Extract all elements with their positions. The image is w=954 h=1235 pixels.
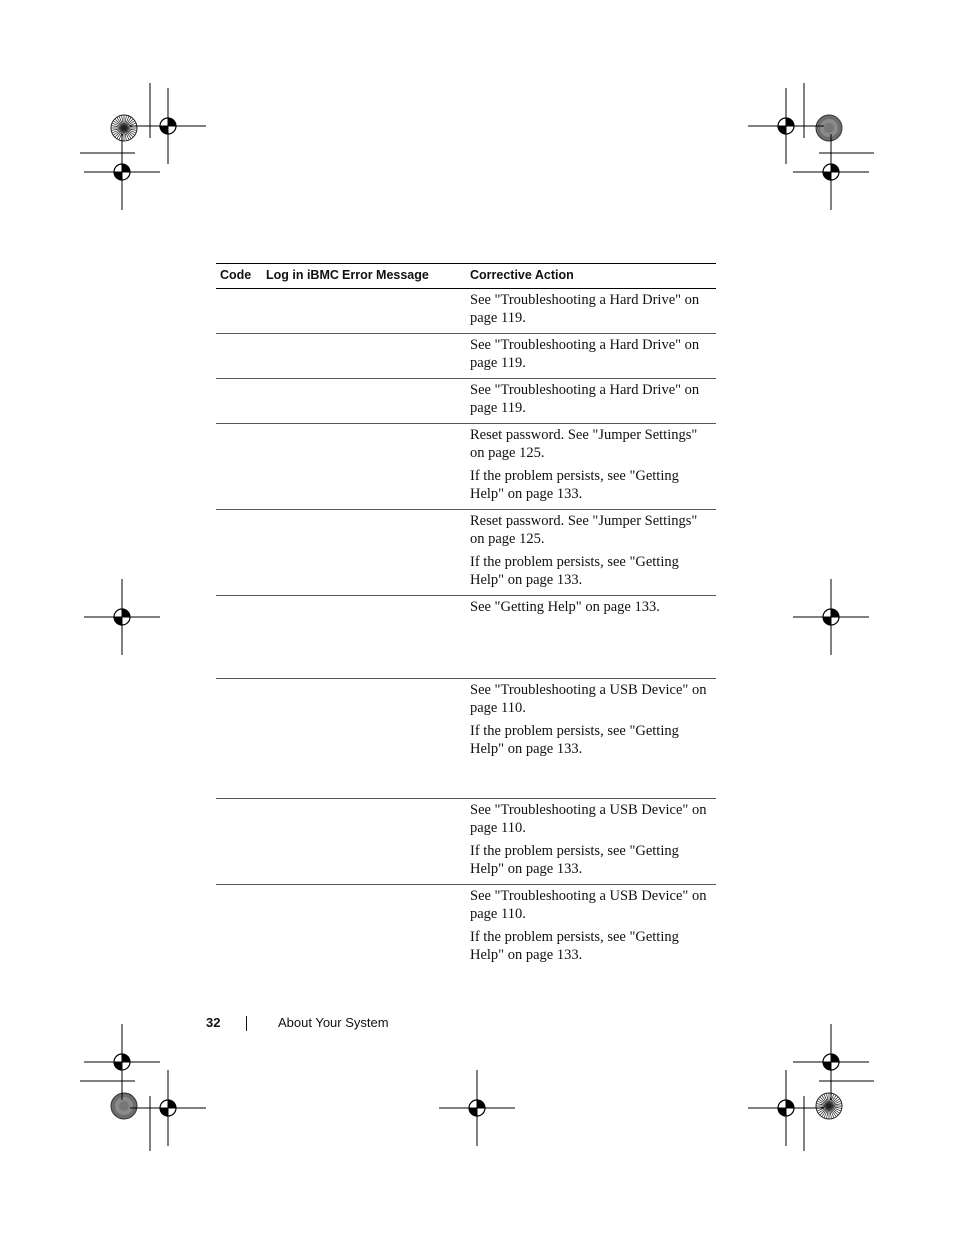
corrective-action-cell xyxy=(466,289,716,334)
table-row xyxy=(216,799,716,885)
log-in-ibmc-cell xyxy=(262,596,338,679)
log-in-ibmc-cell xyxy=(262,799,338,885)
corrective-action-text: See "Troubleshooting a USB Device" on page 110. xyxy=(470,802,707,836)
error-message-cell xyxy=(338,799,466,885)
corrective-action-text: See "Troubleshooting a Hard Drive" on page 119. xyxy=(470,382,700,416)
error-message-cell xyxy=(338,379,466,424)
code-cell xyxy=(216,424,262,510)
error-message-cell xyxy=(338,679,466,799)
error-message-cell xyxy=(338,424,466,510)
table-row xyxy=(216,596,716,679)
table-row xyxy=(216,679,716,799)
corrective-action-cell xyxy=(466,424,716,510)
corrective-action-text: Reset password. See "Jumper Settings" on page 125. xyxy=(470,513,698,547)
table-row xyxy=(216,424,716,510)
corrective-action-cell xyxy=(466,885,716,971)
log-in-ibmc-cell xyxy=(262,289,338,334)
corrective-action-cell xyxy=(466,596,716,679)
code-cell xyxy=(216,379,262,424)
table-row xyxy=(216,334,716,379)
code-cell xyxy=(216,799,262,885)
header-log-in-ibmc: Log in iBMC xyxy=(262,264,338,289)
error-message-cell xyxy=(338,510,466,596)
header-corrective-action: Corrective Action xyxy=(466,264,716,289)
table-row xyxy=(216,885,716,971)
log-in-ibmc-cell xyxy=(262,334,338,379)
corrective-action-text: If the problem persists, see "Getting Help" on page 133. xyxy=(470,843,679,877)
table-header-row xyxy=(216,264,716,289)
error-message-cell xyxy=(338,885,466,971)
corrective-action-cell xyxy=(466,334,716,379)
corrective-action-cell xyxy=(466,799,716,885)
corrective-action-text: See "Troubleshooting a USB Device" on page 110. xyxy=(470,682,707,716)
error-messages-table-region xyxy=(216,263,716,971)
header-code: Code xyxy=(216,264,262,289)
log-in-ibmc-cell xyxy=(262,379,338,424)
table-row xyxy=(216,379,716,424)
table-row xyxy=(216,510,716,596)
corrective-action-text: See "Troubleshooting a Hard Drive" on page 119. xyxy=(470,292,700,326)
log-in-ibmc-cell xyxy=(262,424,338,510)
corrective-action-text: See "Getting Help" on page 133. xyxy=(470,599,660,615)
page-number: 32 xyxy=(206,1015,221,1030)
table-row xyxy=(216,289,716,334)
log-in-ibmc-cell xyxy=(262,510,338,596)
corrective-action-text: Reset password. See "Jumper Settings" on page 125. xyxy=(470,427,698,461)
error-message-cell xyxy=(338,334,466,379)
corrective-action-text: See "Troubleshooting a Hard Drive" on page 119. xyxy=(470,337,700,371)
corrective-action-cell xyxy=(466,379,716,424)
code-cell xyxy=(216,885,262,971)
log-in-ibmc-cell xyxy=(262,885,338,971)
footer-section-title: About Your System xyxy=(278,1015,389,1030)
error-message-cell xyxy=(338,596,466,679)
code-cell xyxy=(216,334,262,379)
corrective-action-text: If the problem persists, see "Getting Help" on page 133. xyxy=(470,929,679,963)
code-cell xyxy=(216,510,262,596)
corrective-action-cell xyxy=(466,679,716,799)
header-error-message: Error Message xyxy=(338,264,466,289)
corrective-action-text: See "Troubleshooting a USB Device" on page 110. xyxy=(470,888,707,922)
corrective-action-text: If the problem persists, see "Getting Help" on page 133. xyxy=(470,554,679,588)
error-message-cell xyxy=(338,289,466,334)
code-cell xyxy=(216,596,262,679)
log-in-ibmc-cell xyxy=(262,679,338,799)
error-messages-table xyxy=(216,263,716,971)
table-body xyxy=(216,289,716,971)
corrective-action-text: If the problem persists, see "Getting Help" on page 133. xyxy=(470,468,679,502)
code-cell xyxy=(216,679,262,799)
corrective-action-text: If the problem persists, see "Getting Help" on page 133. xyxy=(470,723,679,757)
corrective-action-cell xyxy=(466,510,716,596)
code-cell xyxy=(216,289,262,334)
footer-divider xyxy=(246,1016,247,1031)
